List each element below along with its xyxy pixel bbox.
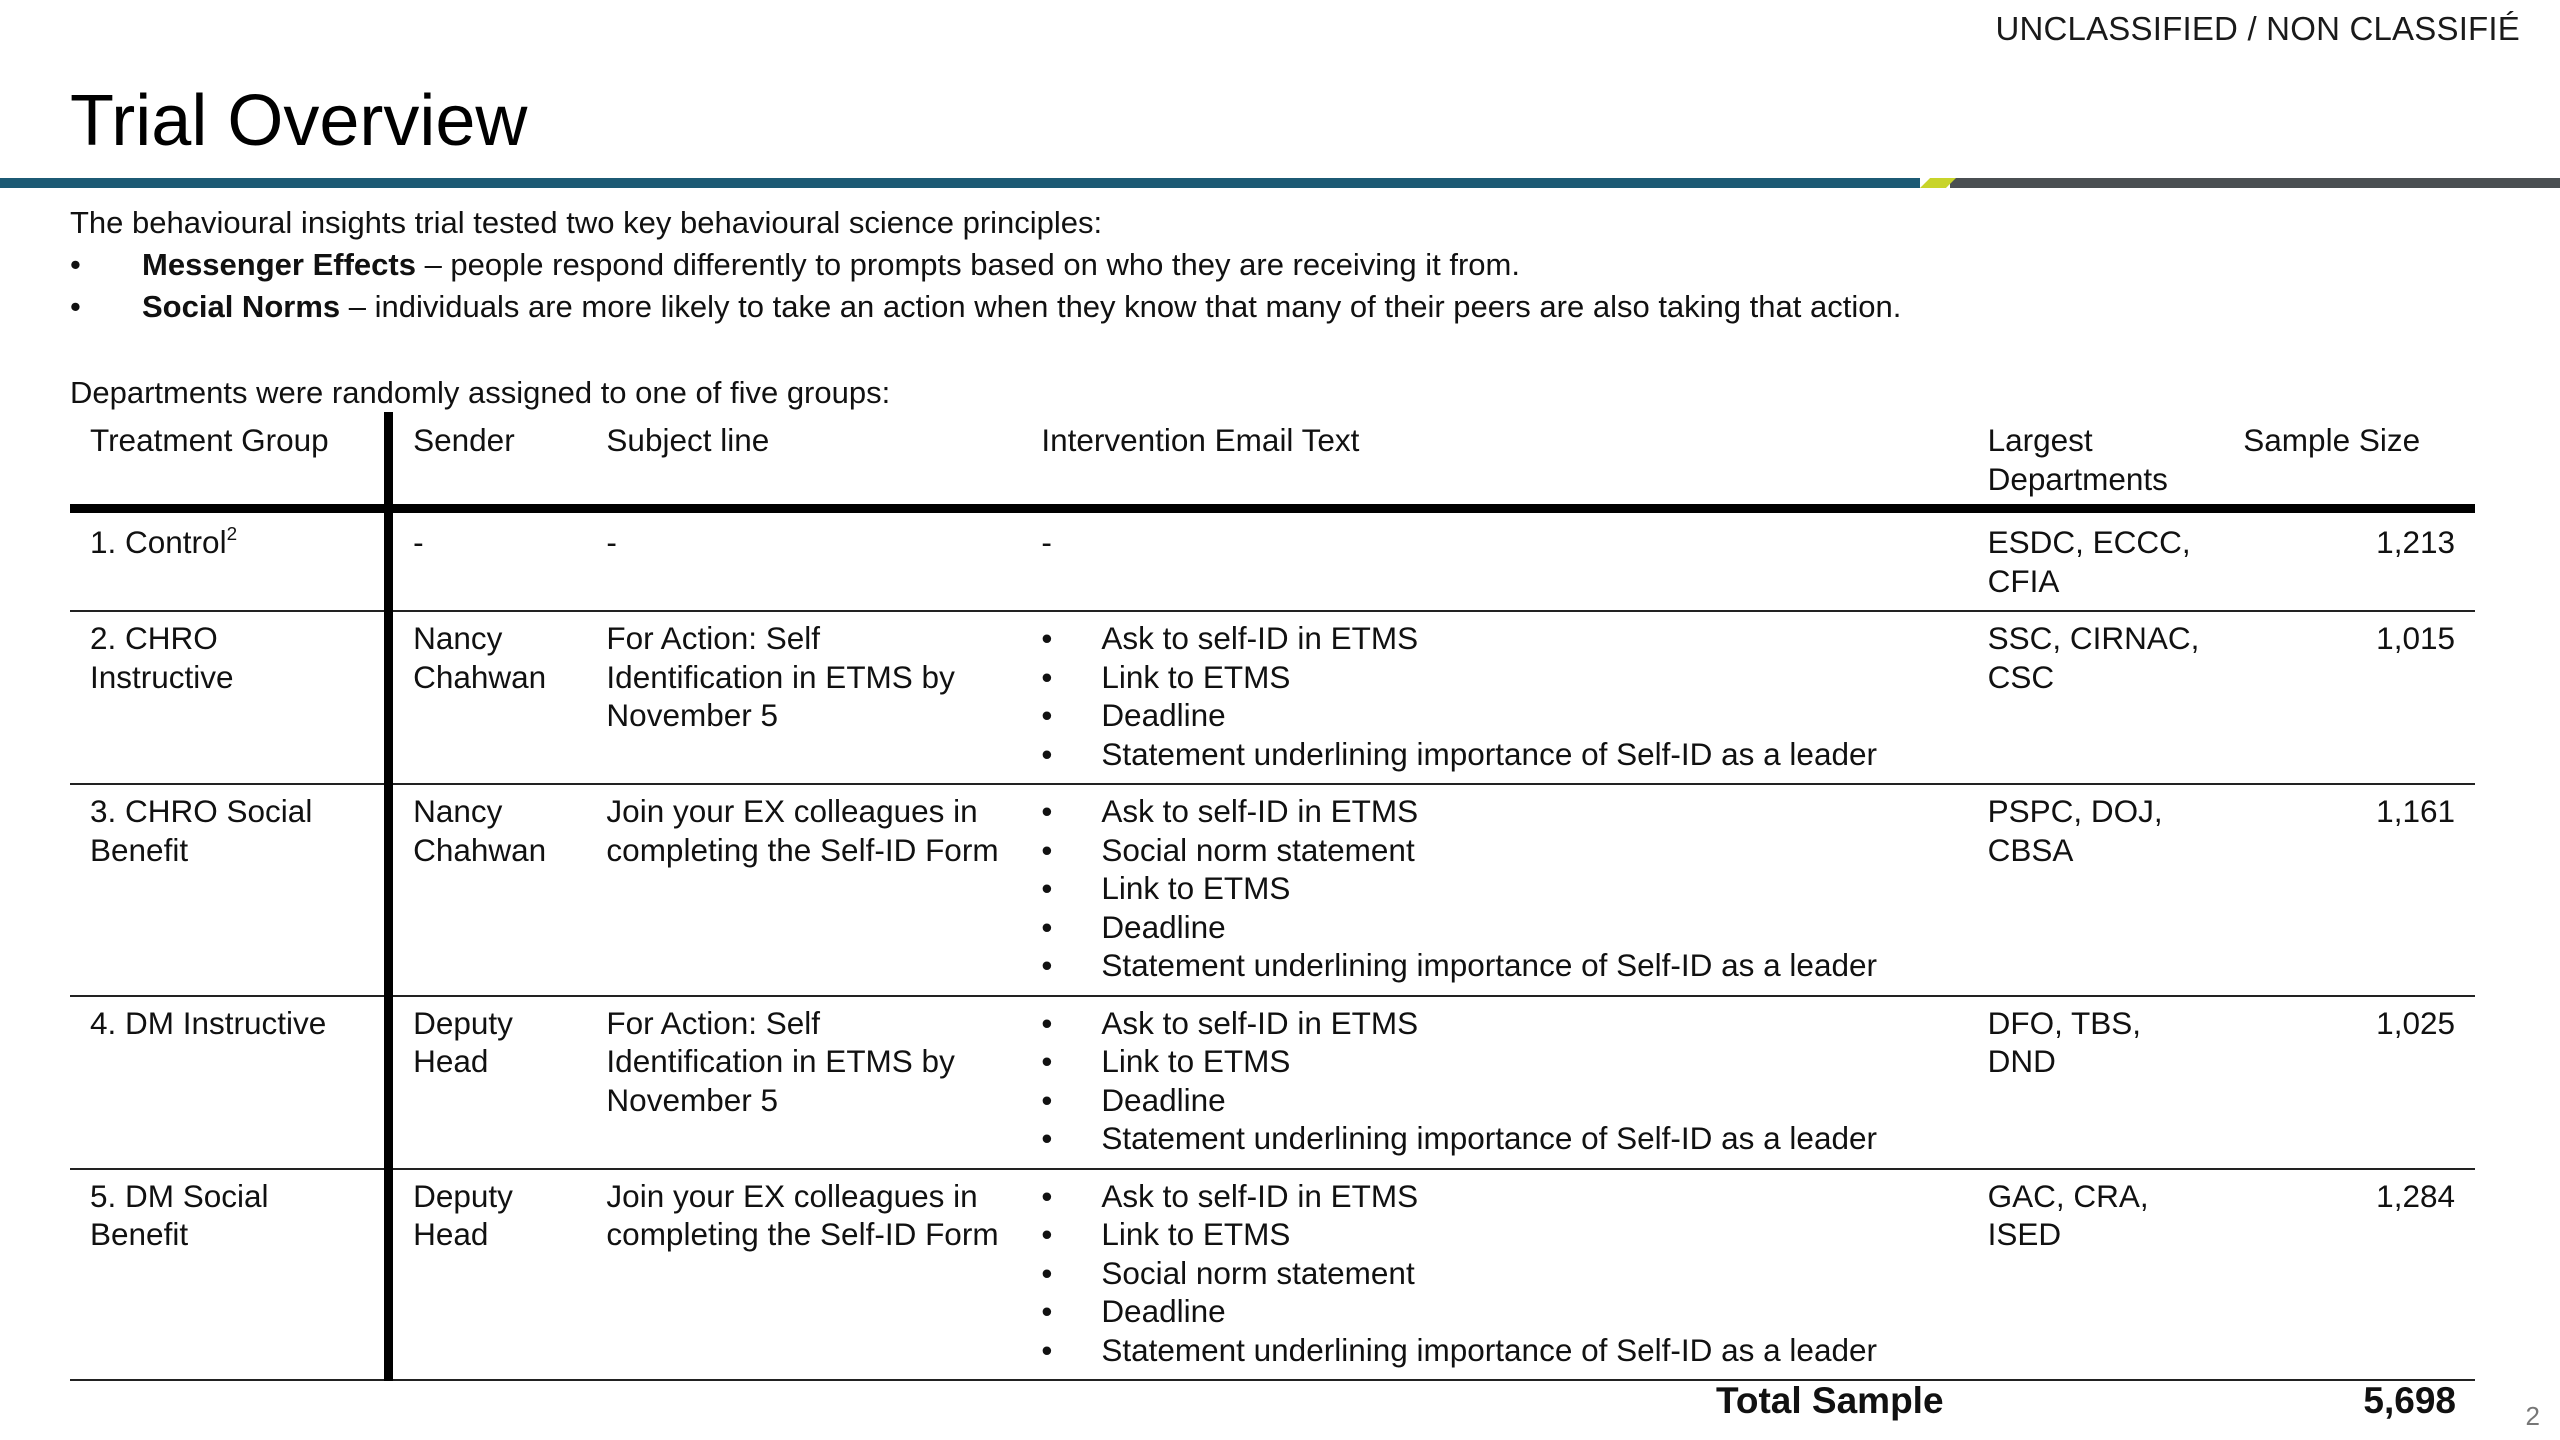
cell-sample-size: 1,025: [2223, 996, 2475, 1169]
intervention-point: • Statement underlining importance of Self-ID as a leader: [1041, 946, 1947, 985]
divider-primary-segment: [0, 178, 1920, 188]
cell-intervention-text: [1021, 611, 1967, 784]
table-row: [70, 1169, 2475, 1381]
intervention-point: • Link to ETMS: [1041, 869, 1947, 908]
header-intervention-text: Intervention Email Text: [1021, 412, 1967, 509]
principle-term: Messenger Effects: [142, 247, 416, 282]
groups-lead: Departments were randomly assigned to one of five groups:: [70, 375, 891, 410]
cell-sender: Nancy Chahwan: [389, 784, 587, 996]
cell-largest-departments: SSC, CIRNAC, CSC: [1968, 611, 2224, 784]
total-sample-value: 5,698: [2363, 1380, 2456, 1421]
intervention-point: • Ask to self-ID in ETMS: [1041, 1004, 1947, 1043]
intro-lead: The behavioural insights trial tested two key behavioural science principles:: [70, 205, 1103, 240]
table-row: [70, 784, 2475, 996]
title-divider: [0, 178, 2560, 188]
intervention-point: • Deadline: [1041, 1081, 1947, 1120]
intervention-point: • Deadline: [1041, 908, 1947, 947]
intervention-point: • Ask to self-ID in ETMS: [1041, 1177, 1947, 1216]
cell-intervention-text: [1021, 784, 1967, 996]
table-row: [70, 996, 2475, 1169]
header-sender: Sender: [389, 412, 587, 509]
group-label: 1. Control: [90, 524, 227, 560]
cell-sample-size: 1,284: [2223, 1169, 2475, 1381]
cell-intervention-text: [1021, 996, 1967, 1169]
cell-sample-size: 1,213: [2223, 509, 2475, 612]
cell-sender: -: [389, 509, 587, 612]
cell-sample-size: 1,015: [2223, 611, 2475, 784]
intervention-points: [1041, 1177, 1947, 1370]
intro-section: [70, 202, 2470, 328]
intervention-point: • Deadline: [1041, 696, 1947, 735]
cell-treatment-group: 2. CHRO Instructive: [70, 611, 389, 784]
divider-secondary-segment: [1950, 178, 2560, 188]
header-sample-size: Sample Size: [2223, 412, 2475, 509]
cell-treatment-group: 5. DM Social Benefit: [70, 1169, 389, 1381]
cell-subject-line: Join your EX colleagues in completing the Self-ID Form: [586, 1169, 1021, 1381]
cell-treatment-group: [70, 509, 389, 612]
intervention-point: • Ask to self-ID in ETMS: [1041, 792, 1947, 831]
cell-subject-line: Join your EX colleagues in completing the Self-ID Form: [586, 784, 1021, 996]
classification-label: UNCLASSIFIED / NON CLASSIFIÉ: [1995, 10, 2520, 47]
footnote-marker: 2: [226, 523, 238, 545]
intervention-point: • Statement underlining importance of Self-ID as a leader: [1041, 1119, 1947, 1158]
cell-treatment-group: 4. DM Instructive: [70, 996, 389, 1169]
header-treatment-group: Treatment Group: [70, 412, 389, 509]
cell-intervention-text: [1021, 1169, 1967, 1381]
total-sample-label: Total Sample: [1716, 1380, 1944, 1421]
intervention-point: • Social norm statement: [1041, 831, 1947, 870]
intervention-point: • Deadline: [1041, 1292, 1947, 1331]
principle-term: Social Norms: [142, 289, 341, 324]
cell-sample-size: 1,161: [2223, 784, 2475, 996]
cell-sender: Nancy Chahwan: [389, 611, 587, 784]
page-title: Trial Overview: [70, 81, 528, 161]
principle-item: [70, 244, 2470, 286]
intervention-point: • Link to ETMS: [1041, 1042, 1947, 1081]
cell-sender: Deputy Head: [389, 996, 587, 1169]
intervention-point: • Link to ETMS: [1041, 1215, 1947, 1254]
table-row: [70, 509, 2475, 612]
intervention-point: • Statement underlining importance of Self-ID as a leader: [1041, 735, 1947, 774]
page-number: 2: [2525, 1401, 2540, 1431]
header-largest-departments: Largest Departments: [1968, 412, 2224, 509]
principle-item: [70, 286, 2470, 328]
cell-subject-line: -: [586, 509, 1021, 612]
intervention-point: • Statement underlining importance of Self-ID as a leader: [1041, 1331, 1947, 1370]
cell-largest-departments: PSPC, DOJ, CBSA: [1968, 784, 2224, 996]
principle-desc: – people respond differently to prompts based on who they are receiving it from.: [415, 247, 1520, 282]
principles-list: [70, 244, 2470, 328]
cell-subject-line: For Action: Self Identification in ETMS by November 5: [586, 996, 1021, 1169]
cell-treatment-group: 3. CHRO Social Benefit: [70, 784, 389, 996]
intervention-point: • Ask to self-ID in ETMS: [1041, 619, 1947, 658]
table-row: [70, 611, 2475, 784]
intervention-points: [1041, 619, 1947, 773]
cell-largest-departments: ESDC, ECCC, CFIA: [1968, 509, 2224, 612]
cell-largest-departments: GAC, CRA, ISED: [1968, 1169, 2224, 1381]
intervention-points: [1041, 792, 1947, 985]
cell-subject-line: For Action: Self Identification in ETMS by November 5: [586, 611, 1021, 784]
intervention-points: [1041, 1004, 1947, 1158]
cell-intervention-text: -: [1021, 509, 1967, 612]
header-subject-line: Subject line: [586, 412, 1021, 509]
intervention-point: • Link to ETMS: [1041, 658, 1947, 697]
treatment-table: [70, 412, 2475, 1381]
cell-sender: Deputy Head: [389, 1169, 587, 1381]
intervention-point: • Social norm statement: [1041, 1254, 1947, 1293]
table-header-row: [70, 412, 2475, 509]
cell-largest-departments: DFO, TBS, DND: [1968, 996, 2224, 1169]
principle-desc: – individuals are more likely to take an action when they know that many of their peers are also taking that action.: [340, 289, 1902, 324]
